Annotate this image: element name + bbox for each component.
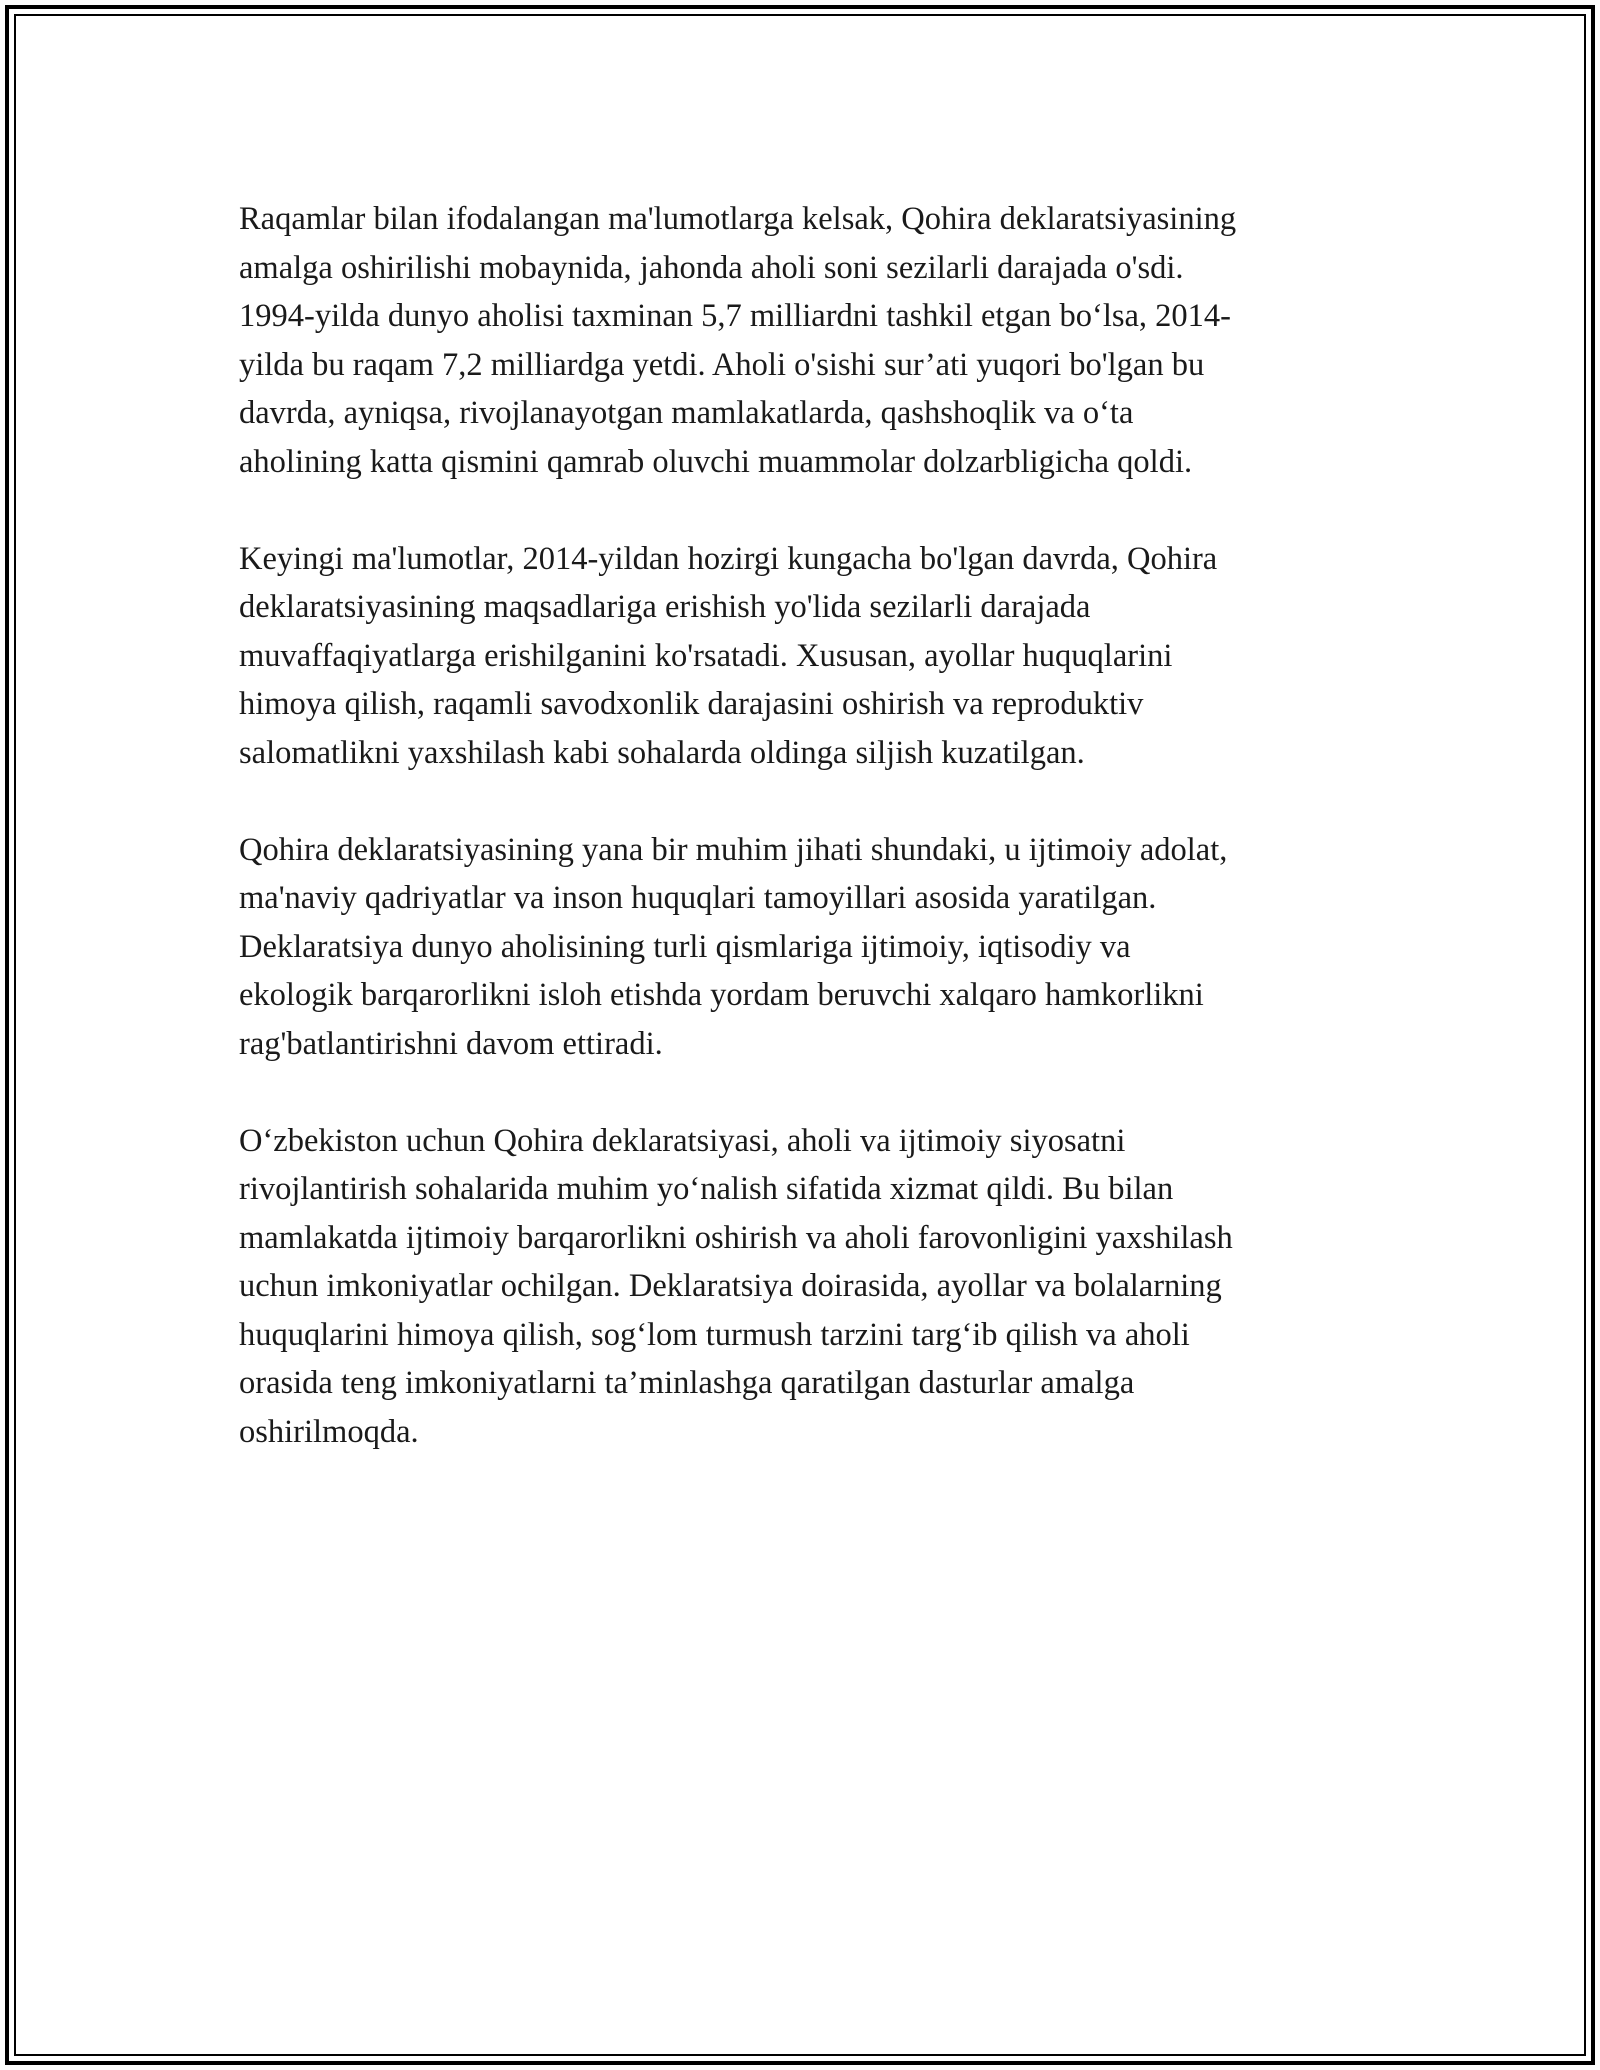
text-line: oshirilmoqda.	[239, 1413, 419, 1450]
paragraph-3	[239, 826, 1389, 1069]
text-line: himoya qilish, raqamli savodxonlik darajasini oshirish va reproduktiv	[239, 686, 1144, 722]
text-line: yilda bu raqam 7,2 milliardga yetdi. Aholi o'sishi sur’ati yuqori bo'lgan bu	[239, 346, 1205, 383]
text-line: rag'batlantirishni davom ettiradi.	[239, 1025, 663, 1062]
text-line: rivojlantirish sohalarida muhim yo‘nalish sifatida xizmat qildi. Bu bilan	[239, 1171, 1174, 1207]
text-line: mamlakatda ijtimoiy barqarorlikni oshirish va aholi farovonligini yaxshilash	[239, 1219, 1233, 1256]
text-line: O‘zbekiston uchun Qohira deklaratsiyasi, aholi va ijtimoiy siyosatni	[239, 1122, 1126, 1159]
text-line: davrda, ayniqsa, rivojlanayotgan mamlakatlarda, qashshoqlik va o‘ta	[239, 395, 1134, 431]
text-line: huquqlarini himoya qilish, sog‘lom turmush tarzini targ‘ib qilish va aholi	[239, 1316, 1190, 1353]
text-line: orasida teng imkoniyatlarni ta’minlashga qaratilgan dasturlar amalga	[239, 1365, 1135, 1401]
text-line: amalga oshirilishi mobaynida, jahonda aholi soni sezilarli darajada o'sdi.	[239, 249, 1184, 286]
text-line: muvaffaqiyatlarga erishilganini ko'rsatadi. Xususan, ayollar huquqlarini	[239, 637, 1173, 674]
text-line: Keyingi ma'lumotlar, 2014-yildan hozirgi kungacha bo'lgan davrda, Qohira	[239, 540, 1218, 577]
text-line: uchun imkoniyatlar ochilgan. Deklaratsiya doirasida, ayollar va bolalarning	[239, 1268, 1222, 1304]
text-line: ekologik barqarorlikni isloh etishda yordam beruvchi xalqaro hamkorlikni	[239, 977, 1204, 1013]
page-border	[5, 5, 1595, 2065]
text-line: Deklaratsiya dunyo aholisining turli qismlariga ijtimoiy, iqtisodiy va	[239, 928, 1131, 965]
paragraph-1	[239, 195, 1389, 486]
document-body	[239, 195, 1389, 1505]
paragraph-4	[239, 1117, 1389, 1457]
text-line: salomatlikni yaxshilash kabi sohalarda oldinga siljish kuzatilgan.	[239, 734, 1085, 771]
paragraph-2	[239, 535, 1389, 778]
text-line: deklaratsiyasining maqsadlariga erishish yo'lida sezilarli darajada	[239, 589, 1091, 625]
text-line: Raqamlar bilan ifodalangan ma'lumotlarga kelsak, Qohira deklaratsiyasining	[239, 201, 1237, 237]
text-line: 1994-yilda dunyo aholisi taxminan 5,7 milliardni tashkil etgan bo‘lsa, 2014-	[239, 298, 1231, 334]
text-line: ma'naviy qadriyatlar va inson huquqlari tamoyillari asosida yaratilgan.	[239, 880, 1157, 916]
text-line: Qohira deklaratsiyasining yana bir muhim jihati shundaki, u ijtimoiy adolat,	[239, 831, 1228, 868]
text-line: aholining katta qismini qamrab oluvchi muammolar dolzarbligicha qoldi.	[239, 443, 1193, 480]
